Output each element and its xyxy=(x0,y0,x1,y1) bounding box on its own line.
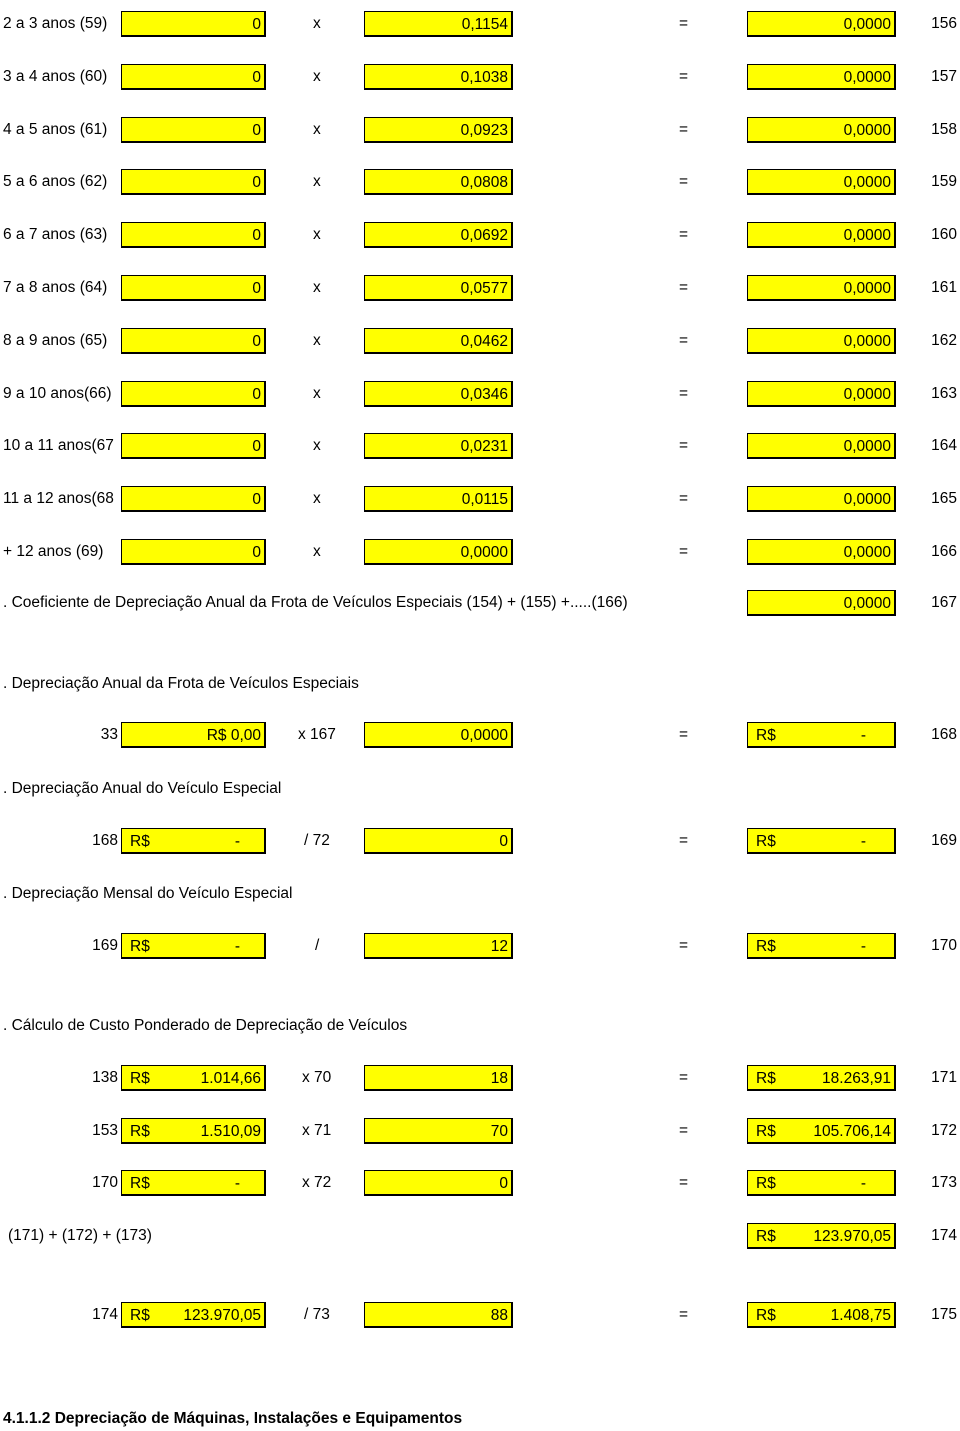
result-cell[interactable] xyxy=(747,1170,896,1196)
operator: x xyxy=(313,490,321,508)
coefficient-value: 0,0115 xyxy=(461,491,508,509)
age-row xyxy=(0,484,960,514)
coefficient-total-cell[interactable] xyxy=(747,590,896,616)
equals-sign: = xyxy=(679,437,689,455)
reference: 138 xyxy=(92,1069,118,1086)
weighted-sum-row xyxy=(0,1221,960,1251)
annual-fleet-title: . Depreciação Anual da Frota de Veículos Especiais xyxy=(3,675,359,692)
result-value: 0,0000 xyxy=(843,332,891,350)
weighted-row xyxy=(0,1063,960,1093)
result-value: 123.970,05 xyxy=(813,1228,891,1245)
operator: / 72 xyxy=(304,832,330,849)
operator: x xyxy=(313,226,321,244)
equals-sign: = xyxy=(679,1069,689,1086)
coefficient-cell[interactable] xyxy=(364,722,513,748)
factor-value: 70 xyxy=(490,1123,508,1140)
factor-value: 0 xyxy=(499,1175,508,1192)
age-row xyxy=(0,273,960,303)
result-cell[interactable] xyxy=(747,275,896,301)
result-cell[interactable] xyxy=(747,1065,896,1091)
result-currency: R$ xyxy=(756,1175,776,1192)
equals-sign: = xyxy=(679,384,689,402)
coefficient-cell[interactable] xyxy=(364,381,513,407)
age-range-label: 2 a 3 anos (59) xyxy=(3,15,108,32)
age-range-label: 7 a 8 anos (64) xyxy=(3,279,108,296)
reference: 153 xyxy=(92,1122,118,1139)
result-value: 0,0000 xyxy=(843,491,891,509)
operator: x xyxy=(313,279,321,296)
line-number: 162 xyxy=(931,331,957,349)
age-row xyxy=(0,431,960,461)
weighted-final-row xyxy=(0,1300,960,1330)
value-cell[interactable] xyxy=(121,933,266,959)
operator: x xyxy=(313,437,321,455)
equals-sign: = xyxy=(679,226,689,244)
reference: 170 xyxy=(92,1174,118,1191)
coefficient-total-label: . Coeficiente de Depreciação Anual da Frota de Veículos Especiais (154) + (155) +.....(166) xyxy=(3,594,628,611)
factor-cell[interactable] xyxy=(364,828,513,854)
quantity-value: 0 xyxy=(252,16,261,33)
line-number: 159 xyxy=(931,173,957,191)
operator: x xyxy=(313,15,321,32)
result-cell[interactable] xyxy=(747,433,896,459)
quantity-cell[interactable] xyxy=(121,222,266,248)
result-value: 0,0000 xyxy=(843,174,891,192)
equals-sign: = xyxy=(679,331,689,349)
quantity-value: 0 xyxy=(252,68,261,86)
operator: x xyxy=(313,67,321,85)
result-cell[interactable] xyxy=(747,169,896,195)
equals-sign: = xyxy=(679,120,689,138)
age-row xyxy=(0,537,960,567)
line-number: 168 xyxy=(931,726,957,743)
coefficient-cell[interactable] xyxy=(364,117,513,143)
monthly-vehicle-row xyxy=(0,931,960,961)
quantity-cell[interactable] xyxy=(121,11,266,37)
quantity-cell[interactable] xyxy=(121,117,266,143)
coefficient-total-value: 0,0000 xyxy=(843,595,891,612)
equals-sign: = xyxy=(679,543,689,560)
operator: x xyxy=(313,384,321,402)
equals-sign: = xyxy=(679,1306,689,1323)
result-cell[interactable] xyxy=(747,11,896,37)
value-amount: 1.014,66 xyxy=(200,1070,261,1087)
age-row xyxy=(0,62,960,92)
coefficient-value: 0,0577 xyxy=(460,280,508,297)
sum-label: (171) + (172) + (173) xyxy=(8,1227,152,1244)
line-number: 156 xyxy=(931,15,957,32)
quantity-value: 0 xyxy=(252,227,261,245)
factor-value: 88 xyxy=(490,1307,508,1324)
result-value: - xyxy=(860,938,866,955)
age-row xyxy=(0,115,960,145)
equals-sign: = xyxy=(679,1122,689,1139)
coefficient-value: 0,0692 xyxy=(460,227,508,245)
quantity-value: 0 xyxy=(252,280,261,297)
result-value: 0,0000 xyxy=(843,280,891,297)
line-number: 160 xyxy=(931,226,957,244)
line-number: 161 xyxy=(931,279,957,296)
line-number: 175 xyxy=(931,1306,957,1323)
value-amount: - xyxy=(234,1175,240,1192)
quantity-cell[interactable] xyxy=(121,433,266,459)
quantity-value: 0 xyxy=(252,385,261,403)
line-number: 167 xyxy=(931,594,957,611)
result-value: 0,0000 xyxy=(843,227,891,245)
fleet-value: R$ 0,00 xyxy=(206,727,261,744)
coefficient-value: 0,0000 xyxy=(460,727,508,744)
value-amount: 123.970,05 xyxy=(183,1307,261,1324)
operator: x 72 xyxy=(302,1174,332,1191)
line-number: 165 xyxy=(931,490,957,508)
line-number: 164 xyxy=(931,437,957,455)
reference: 168 xyxy=(92,832,118,849)
quantity-value: 0 xyxy=(252,121,261,139)
result-cell[interactable] xyxy=(747,381,896,407)
fleet-value-cell[interactable] xyxy=(121,722,266,748)
result-value: 0,0000 xyxy=(843,68,891,86)
value-currency: R$ xyxy=(130,1123,150,1140)
reference: 33 xyxy=(100,726,118,743)
value-currency: R$ xyxy=(130,1307,150,1324)
result-cell[interactable] xyxy=(747,828,896,854)
line-number: 166 xyxy=(931,543,957,560)
equals-sign: = xyxy=(679,1174,689,1191)
result-value: 0,0000 xyxy=(843,16,891,33)
operator: x 70 xyxy=(302,1069,332,1086)
quantity-cell[interactable] xyxy=(121,275,266,301)
operator: x 167 xyxy=(298,726,336,743)
age-row xyxy=(0,167,960,197)
value-amount: - xyxy=(234,833,240,850)
value-currency: R$ xyxy=(130,938,150,955)
reference: 169 xyxy=(92,937,118,954)
value-amount: 1.510,09 xyxy=(200,1123,261,1140)
result-currency: R$ xyxy=(756,1307,776,1324)
coefficient-cell[interactable] xyxy=(364,275,513,301)
coefficient-cell[interactable] xyxy=(364,486,513,512)
coefficient-value: 0,0808 xyxy=(460,174,508,192)
value-currency: R$ xyxy=(130,833,150,850)
coefficient-value: 0,0462 xyxy=(460,332,508,350)
coefficient-value: 0,1154 xyxy=(461,16,508,33)
value-currency: R$ xyxy=(130,1070,150,1087)
sum-result-cell[interactable] xyxy=(747,1223,896,1249)
coefficient-value: 0,0346 xyxy=(460,385,508,403)
value-amount: - xyxy=(234,938,240,955)
monthly-vehicle-title: . Depreciação Mensal do Veículo Especial xyxy=(3,885,293,902)
factor-value: 12 xyxy=(490,938,508,955)
line-number: 163 xyxy=(931,384,957,402)
quantity-cell[interactable] xyxy=(121,169,266,195)
result-currency: R$ xyxy=(756,1123,776,1140)
coefficient-cell[interactable] xyxy=(364,433,513,459)
equals-sign: = xyxy=(679,726,689,743)
age-row xyxy=(0,379,960,409)
factor-cell[interactable] xyxy=(364,1065,513,1091)
operator: / 73 xyxy=(304,1306,330,1323)
coefficient-value: 0,0231 xyxy=(460,438,508,456)
coefficient-value: 0,0000 xyxy=(460,544,508,561)
line-number: 157 xyxy=(931,67,957,85)
quantity-value: 0 xyxy=(252,491,261,509)
result-cell[interactable] xyxy=(747,722,896,748)
operator: x xyxy=(313,173,321,191)
operator: x xyxy=(313,331,321,349)
operator: / xyxy=(315,937,320,954)
coefficient-cell[interactable] xyxy=(364,11,513,37)
weighted-row xyxy=(0,1116,960,1146)
coefficient-cell[interactable] xyxy=(364,169,513,195)
coefficient-cell[interactable] xyxy=(364,64,513,90)
line-number: 172 xyxy=(931,1122,957,1139)
operator: x 71 xyxy=(302,1122,332,1139)
age-range-label: 11 a 12 anos(68 xyxy=(3,490,114,508)
age-range-label: 4 a 5 anos (61) xyxy=(3,120,108,138)
result-value: 0,0000 xyxy=(843,385,891,403)
result-cell[interactable] xyxy=(747,328,896,354)
weighted-row xyxy=(0,1168,960,1198)
line-number: 173 xyxy=(931,1174,957,1191)
factor-value: 0 xyxy=(499,833,508,850)
quantity-cell[interactable] xyxy=(121,328,266,354)
value-cell[interactable] xyxy=(121,1302,266,1328)
age-range-label: 3 a 4 anos (60) xyxy=(3,67,108,85)
quantity-cell[interactable] xyxy=(121,539,266,565)
age-range-label: 9 a 10 anos(66) xyxy=(3,384,112,402)
result-value: - xyxy=(860,1175,866,1192)
result-cell[interactable] xyxy=(747,539,896,565)
result-cell[interactable] xyxy=(747,1118,896,1144)
annual-vehicle-title: . Depreciação Anual do Veículo Especial xyxy=(3,780,282,797)
result-currency: R$ xyxy=(756,1070,776,1087)
weighted-cost-title: . Cálculo de Custo Ponderado de Depreciação de Veículos xyxy=(3,1017,408,1034)
result-value: 1.408,75 xyxy=(830,1307,891,1324)
next-section-heading: 4.1.1.2 Depreciação de Máquinas, Instalações e Equipamentos xyxy=(3,1410,463,1427)
value-cell[interactable] xyxy=(121,828,266,854)
equals-sign: = xyxy=(679,173,689,191)
coefficient-value: 0,1038 xyxy=(460,68,508,86)
result-currency: R$ xyxy=(756,833,776,850)
result-value: 0,0000 xyxy=(843,121,891,139)
operator: x xyxy=(313,543,321,560)
value-currency: R$ xyxy=(130,1175,150,1192)
coefficient-cell[interactable] xyxy=(364,539,513,565)
reference: 174 xyxy=(92,1306,118,1323)
line-number: 158 xyxy=(931,120,957,138)
factor-cell[interactable] xyxy=(364,1118,513,1144)
quantity-cell[interactable] xyxy=(121,486,266,512)
quantity-cell[interactable] xyxy=(121,64,266,90)
age-range-label: 6 a 7 anos (63) xyxy=(3,226,108,244)
result-cell[interactable] xyxy=(747,486,896,512)
quantity-value: 0 xyxy=(252,174,261,192)
age-row xyxy=(0,220,960,250)
age-row xyxy=(0,9,960,39)
coefficient-cell[interactable] xyxy=(364,328,513,354)
coefficient-total-row xyxy=(0,588,960,618)
quantity-value: 0 xyxy=(252,332,261,350)
quantity-value: 0 xyxy=(252,438,261,456)
result-currency: R$ xyxy=(756,938,776,955)
annual-fleet-row xyxy=(0,720,960,750)
result-value: 105.706,14 xyxy=(813,1123,891,1140)
line-number: 174 xyxy=(931,1227,957,1244)
age-range-label: 8 a 9 anos (65) xyxy=(3,331,108,349)
factor-value: 18 xyxy=(490,1070,508,1087)
result-value: - xyxy=(860,727,866,744)
value-cell[interactable] xyxy=(121,1170,266,1196)
result-cell[interactable] xyxy=(747,117,896,143)
factor-cell[interactable] xyxy=(364,1302,513,1328)
equals-sign: = xyxy=(679,490,689,508)
result-currency: R$ xyxy=(756,727,776,744)
line-number: 170 xyxy=(931,937,957,954)
annual-vehicle-row xyxy=(0,826,960,856)
result-currency: R$ xyxy=(756,1228,776,1245)
quantity-value: 0 xyxy=(252,544,261,561)
line-number: 169 xyxy=(931,832,957,849)
result-cell[interactable] xyxy=(747,222,896,248)
line-number: 171 xyxy=(931,1069,957,1086)
age-range-label: + 12 anos (69) xyxy=(3,543,104,560)
equals-sign: = xyxy=(679,937,689,954)
value-cell[interactable] xyxy=(121,1065,266,1091)
age-row xyxy=(0,326,960,356)
result-cell[interactable] xyxy=(747,64,896,90)
quantity-cell[interactable] xyxy=(121,381,266,407)
result-value: 0,0000 xyxy=(843,438,891,456)
equals-sign: = xyxy=(679,67,689,85)
result-cell[interactable] xyxy=(747,1302,896,1328)
result-value: - xyxy=(860,833,866,850)
result-cell[interactable] xyxy=(747,933,896,959)
age-range-label: 5 a 6 anos (62) xyxy=(3,173,108,191)
equals-sign: = xyxy=(679,15,689,32)
coefficient-cell[interactable] xyxy=(364,222,513,248)
value-cell[interactable] xyxy=(121,1118,266,1144)
factor-cell[interactable] xyxy=(364,1170,513,1196)
result-value: 0,0000 xyxy=(843,544,891,561)
result-value: 18.263,91 xyxy=(822,1070,891,1087)
coefficient-value: 0,0923 xyxy=(460,121,508,139)
equals-sign: = xyxy=(679,832,689,849)
operator: x xyxy=(313,120,321,138)
age-range-label: 10 a 11 anos(67 xyxy=(3,437,114,455)
equals-sign: = xyxy=(679,279,689,296)
factor-cell[interactable] xyxy=(364,933,513,959)
